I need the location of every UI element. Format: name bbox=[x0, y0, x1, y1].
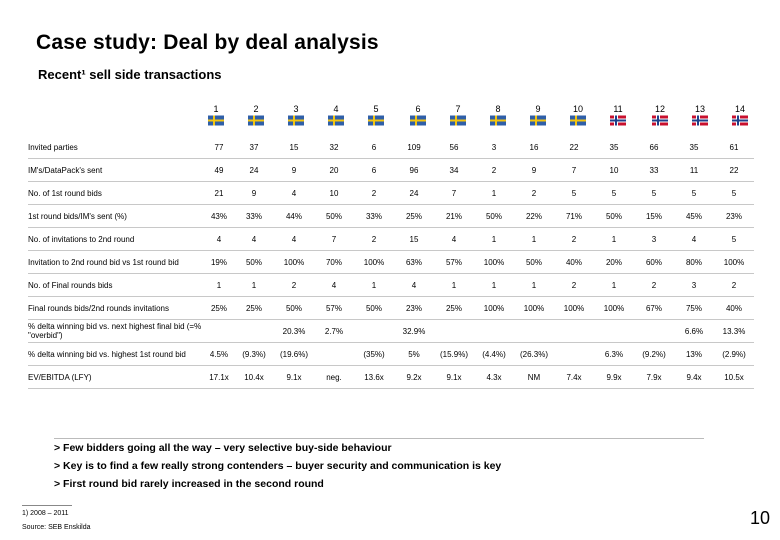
table-cell: (35%) bbox=[363, 349, 385, 359]
table-row bbox=[28, 274, 754, 297]
table-cell: 4 bbox=[691, 234, 697, 244]
row-label: Invited parties bbox=[28, 142, 78, 152]
table-row bbox=[28, 320, 754, 343]
table-cell: 9.9x bbox=[606, 372, 622, 382]
table-cell: 5% bbox=[408, 349, 420, 359]
table-cell: 57% bbox=[445, 257, 462, 267]
table-cell: 22 bbox=[729, 165, 739, 175]
table-cell: (2.9%) bbox=[722, 349, 746, 359]
table-row bbox=[28, 205, 754, 228]
table-row bbox=[28, 228, 754, 251]
table-cell: 5 bbox=[731, 234, 737, 244]
table-cell: 7.4x bbox=[566, 372, 582, 382]
table-cell: 21% bbox=[445, 211, 462, 221]
column-number: 10 bbox=[572, 104, 583, 114]
table-cell: 44% bbox=[285, 211, 302, 221]
takeaway-1: > Few bidders going all the way – very selective buy-side behaviour bbox=[54, 442, 392, 454]
table-cell: 80% bbox=[685, 257, 702, 267]
norway-flag-icon bbox=[732, 115, 748, 126]
table-cell: 33 bbox=[649, 165, 659, 175]
column-number: 7 bbox=[455, 104, 461, 114]
key-takeaways bbox=[54, 438, 704, 493]
row-label: % delta winning bid vs. highest 1st round bid bbox=[28, 349, 186, 359]
table-cell: 50% bbox=[525, 257, 542, 267]
table-cell: (19.6%) bbox=[279, 349, 308, 359]
table-cell: 60% bbox=[645, 257, 662, 267]
footnote: 1) 2008 – 2011 bbox=[22, 510, 69, 517]
table-cell: 13.6x bbox=[364, 372, 384, 382]
table-cell: 20% bbox=[605, 257, 622, 267]
table-cell: 100% bbox=[483, 303, 505, 313]
table-cell: 96 bbox=[409, 165, 419, 175]
page-number: 10 bbox=[750, 508, 771, 528]
table-cell bbox=[204, 320, 234, 343]
table-cell: 6 bbox=[371, 165, 377, 175]
table-cell: 17.1x bbox=[209, 372, 229, 382]
table-cell: 45% bbox=[685, 211, 702, 221]
column-header-3 bbox=[276, 104, 316, 130]
table-cell bbox=[554, 320, 594, 343]
table-cell: 25% bbox=[210, 303, 227, 313]
table-cell: 23% bbox=[405, 303, 422, 313]
column-number: 11 bbox=[613, 104, 623, 114]
table-cell: neg. bbox=[326, 372, 342, 382]
table-cell: 5 bbox=[611, 188, 617, 198]
column-number: 6 bbox=[415, 104, 421, 114]
table-row bbox=[28, 297, 754, 320]
table-cell: 1 bbox=[491, 280, 497, 290]
table-cell: 25% bbox=[405, 211, 422, 221]
table-cell: 66 bbox=[649, 142, 659, 152]
table-cell: 5 bbox=[731, 188, 737, 198]
column-number: 9 bbox=[535, 104, 541, 114]
column-header-13 bbox=[680, 104, 720, 130]
table-cell: 63% bbox=[405, 257, 422, 267]
table-cell: 50% bbox=[285, 303, 302, 313]
table-cell: 3 bbox=[691, 280, 697, 290]
sweden-flag-icon bbox=[328, 115, 344, 126]
table-cell: 100% bbox=[283, 257, 305, 267]
table-cell: 75% bbox=[685, 303, 702, 313]
table-cell: 3 bbox=[491, 142, 497, 152]
column-number: 5 bbox=[373, 104, 379, 114]
table-cell: 9 bbox=[531, 165, 537, 175]
table-cell bbox=[474, 320, 514, 343]
row-label: No. of Final rounds bids bbox=[28, 280, 113, 290]
table-cell bbox=[434, 320, 474, 343]
table-cell: 4 bbox=[251, 234, 257, 244]
table-cell: 25% bbox=[245, 303, 262, 313]
sweden-flag-icon bbox=[288, 115, 304, 126]
sweden-flag-icon bbox=[530, 115, 546, 126]
column-header-1 bbox=[196, 104, 236, 130]
table-cell: 9.1x bbox=[286, 372, 302, 382]
table-cell: 77 bbox=[214, 142, 224, 152]
table-cell: 22 bbox=[569, 142, 579, 152]
table-cell: 40% bbox=[725, 303, 742, 313]
column-number: 1 bbox=[213, 104, 219, 114]
table-cell: (9.3%) bbox=[242, 349, 266, 359]
table-cell: 6.3% bbox=[604, 349, 624, 359]
table-cell: 2 bbox=[531, 188, 537, 198]
column-header-5 bbox=[356, 104, 396, 130]
table-cell: (15.9%) bbox=[439, 349, 468, 359]
table-cell: 9 bbox=[251, 188, 257, 198]
table-cell: 1 bbox=[251, 280, 257, 290]
table-row bbox=[28, 366, 754, 389]
sweden-flag-icon bbox=[570, 115, 586, 126]
norway-flag-icon bbox=[692, 115, 708, 126]
table-cell: 3 bbox=[651, 234, 657, 244]
column-header-8 bbox=[478, 104, 518, 130]
table-cell: 5 bbox=[691, 188, 697, 198]
column-number: 13 bbox=[694, 104, 705, 114]
norway-flag-icon bbox=[610, 115, 626, 126]
column-header-2 bbox=[236, 104, 276, 130]
table-cell: 32.9% bbox=[402, 326, 426, 336]
table-cell: 10 bbox=[609, 165, 619, 175]
footnote-divider bbox=[22, 505, 72, 506]
table-cell bbox=[234, 320, 274, 343]
table-cell: 5 bbox=[651, 188, 657, 198]
table-cell: 13% bbox=[685, 349, 702, 359]
table-cell: 2 bbox=[731, 280, 737, 290]
table-cell: 56 bbox=[449, 142, 459, 152]
table-cell: 50% bbox=[605, 211, 622, 221]
table-cell: 4 bbox=[331, 280, 337, 290]
column-number: 4 bbox=[333, 104, 339, 114]
table-cell: 1 bbox=[531, 280, 537, 290]
table-cell bbox=[554, 343, 594, 366]
page-subtitle: Recent¹ sell side transactions bbox=[38, 67, 222, 82]
table-cell: (4.4%) bbox=[482, 349, 506, 359]
sweden-flag-icon bbox=[450, 115, 466, 126]
column-header-9 bbox=[518, 104, 558, 130]
table-cell: 25% bbox=[445, 303, 462, 313]
table-cell: 9.4x bbox=[686, 372, 702, 382]
row-label: No. of invitations to 2nd round bbox=[28, 234, 135, 244]
table-cell: (9.2%) bbox=[642, 349, 666, 359]
takeaway-3: > First round bid rarely increased in the second round bbox=[54, 478, 324, 490]
table-cell: 2 bbox=[651, 280, 657, 290]
table-cell: 20.3% bbox=[282, 326, 306, 336]
column-number: 14 bbox=[734, 104, 745, 114]
table-row bbox=[28, 159, 754, 182]
table-cell: 4 bbox=[291, 234, 297, 244]
column-header-11 bbox=[598, 104, 638, 130]
table-cell: 4 bbox=[291, 188, 297, 198]
sweden-flag-icon bbox=[208, 115, 224, 126]
table-cell: 50% bbox=[485, 211, 502, 221]
table-cell: 57% bbox=[325, 303, 342, 313]
table-cell: 10 bbox=[329, 188, 339, 198]
table-cell bbox=[514, 320, 554, 343]
table-row bbox=[28, 251, 754, 274]
column-number: 8 bbox=[495, 104, 501, 114]
table-cell: 9.1x bbox=[446, 372, 462, 382]
row-label: 1st round bids/IM's sent (%) bbox=[28, 211, 127, 221]
table-cell: 100% bbox=[603, 303, 625, 313]
table-cell: 6.6% bbox=[684, 326, 704, 336]
table-cell: 35 bbox=[609, 142, 619, 152]
column-header-4 bbox=[316, 104, 356, 130]
table-cell: 1 bbox=[451, 280, 457, 290]
table-cell: 1 bbox=[611, 234, 617, 244]
column-number: 12 bbox=[654, 104, 665, 114]
table-cell: 1 bbox=[611, 280, 617, 290]
row-label: EV/EBITDA (LFY) bbox=[28, 372, 92, 382]
table-cell: 2 bbox=[571, 280, 577, 290]
column-header-7 bbox=[438, 104, 478, 130]
table-cell: 19% bbox=[210, 257, 227, 267]
sweden-flag-icon bbox=[368, 115, 384, 126]
column-header-6 bbox=[398, 104, 438, 130]
table-cell: 6 bbox=[371, 142, 377, 152]
table-cell: 67% bbox=[645, 303, 662, 313]
row-label: % delta winning bid vs. next highest final bid (=% "overbid") bbox=[28, 322, 202, 340]
table-cell: 100% bbox=[363, 257, 385, 267]
table-cell bbox=[354, 320, 394, 343]
table-cell: 1 bbox=[531, 234, 537, 244]
table-cell: 71% bbox=[565, 211, 582, 221]
table-cell: 61 bbox=[729, 142, 739, 152]
row-label: Final rounds bids/2nd rounds invitations bbox=[28, 303, 169, 313]
column-number: 3 bbox=[293, 104, 299, 114]
table-cell: 24 bbox=[249, 165, 259, 175]
deal-table bbox=[28, 136, 754, 389]
table-cell: 1 bbox=[491, 188, 497, 198]
table-cell: 7 bbox=[451, 188, 457, 198]
table-cell: 100% bbox=[723, 257, 745, 267]
table-cell: 100% bbox=[483, 257, 505, 267]
table-row bbox=[28, 343, 754, 366]
table-cell bbox=[634, 320, 674, 343]
table-cell: 33% bbox=[245, 211, 262, 221]
table-cell: 43% bbox=[210, 211, 227, 221]
table-cell: 33% bbox=[365, 211, 382, 221]
table-cell: 49 bbox=[214, 165, 224, 175]
table-cell: 7.9x bbox=[646, 372, 662, 382]
table-cell: 9 bbox=[291, 165, 297, 175]
table-cell: 100% bbox=[563, 303, 585, 313]
row-label: No. of 1st round bids bbox=[28, 188, 102, 198]
sweden-flag-icon bbox=[490, 115, 506, 126]
table-cell: 2 bbox=[371, 234, 377, 244]
table-cell: 4.5% bbox=[209, 349, 229, 359]
table-cell: 13.3% bbox=[722, 326, 746, 336]
table-cell: 15 bbox=[289, 142, 299, 152]
table-cell: 1 bbox=[216, 280, 222, 290]
page-title: Case study: Deal by deal analysis bbox=[36, 31, 379, 54]
sweden-flag-icon bbox=[248, 115, 264, 126]
table-cell: 70% bbox=[325, 257, 342, 267]
row-label: Invitation to 2nd round bid vs 1st round bid bbox=[28, 257, 179, 267]
table-cell: (26.3%) bbox=[519, 349, 548, 359]
table-cell: 15 bbox=[409, 234, 419, 244]
table-cell: 10.5x bbox=[724, 372, 744, 382]
row-label: IM's/DataPack's sent bbox=[28, 165, 103, 175]
table-cell: 40% bbox=[565, 257, 582, 267]
table-cell: 35 bbox=[689, 142, 699, 152]
table-cell: 2 bbox=[371, 188, 377, 198]
table-cell: 16 bbox=[529, 142, 539, 152]
table-cell: 9.2x bbox=[406, 372, 422, 382]
sweden-flag-icon bbox=[410, 115, 426, 126]
table-row bbox=[28, 182, 754, 205]
table-cell: 23% bbox=[725, 211, 742, 221]
table-cell: 50% bbox=[325, 211, 342, 221]
table-cell: 1 bbox=[491, 234, 497, 244]
table-row bbox=[28, 136, 754, 159]
table-cell: 21 bbox=[214, 188, 224, 198]
table-cell: 2.7% bbox=[324, 326, 344, 336]
norway-flag-icon bbox=[652, 115, 668, 126]
table-cell: 50% bbox=[245, 257, 262, 267]
table-cell: 7 bbox=[571, 165, 577, 175]
table-cell: 22% bbox=[525, 211, 542, 221]
column-header-10 bbox=[558, 104, 598, 130]
table-cell: 5 bbox=[571, 188, 577, 198]
table-cell: 1 bbox=[371, 280, 377, 290]
table-cell: 100% bbox=[523, 303, 545, 313]
table-cell: 2 bbox=[291, 280, 297, 290]
table-cell: 50% bbox=[365, 303, 382, 313]
table-cell: 34 bbox=[449, 165, 459, 175]
table-cell: 4.3x bbox=[486, 372, 502, 382]
table-cell bbox=[314, 343, 354, 366]
table-cell: 4 bbox=[451, 234, 457, 244]
table-cell: 4 bbox=[216, 234, 222, 244]
table-cell: 2 bbox=[491, 165, 497, 175]
table-cell: NM bbox=[527, 372, 541, 382]
source-note: Source: SEB Enskilda bbox=[22, 524, 91, 531]
takeaway-2: > Key is to find a few really strong contenders – buyer security and communication is key bbox=[54, 460, 502, 472]
table-cell: 20 bbox=[329, 165, 339, 175]
table-cell: 37 bbox=[249, 142, 259, 152]
table-cell: 4 bbox=[411, 280, 417, 290]
table-cell: 32 bbox=[329, 142, 339, 152]
column-header-14 bbox=[720, 104, 760, 130]
table-cell: 10.4x bbox=[244, 372, 264, 382]
table-cell: 2 bbox=[571, 234, 577, 244]
column-header-12 bbox=[640, 104, 680, 130]
table-cell: 15% bbox=[645, 211, 662, 221]
table-cell: 109 bbox=[407, 142, 421, 152]
table-cell: 7 bbox=[331, 234, 337, 244]
column-number: 2 bbox=[253, 104, 259, 114]
table-cell: 11 bbox=[689, 165, 699, 175]
table-cell bbox=[594, 320, 634, 343]
table-cell: 24 bbox=[409, 188, 419, 198]
